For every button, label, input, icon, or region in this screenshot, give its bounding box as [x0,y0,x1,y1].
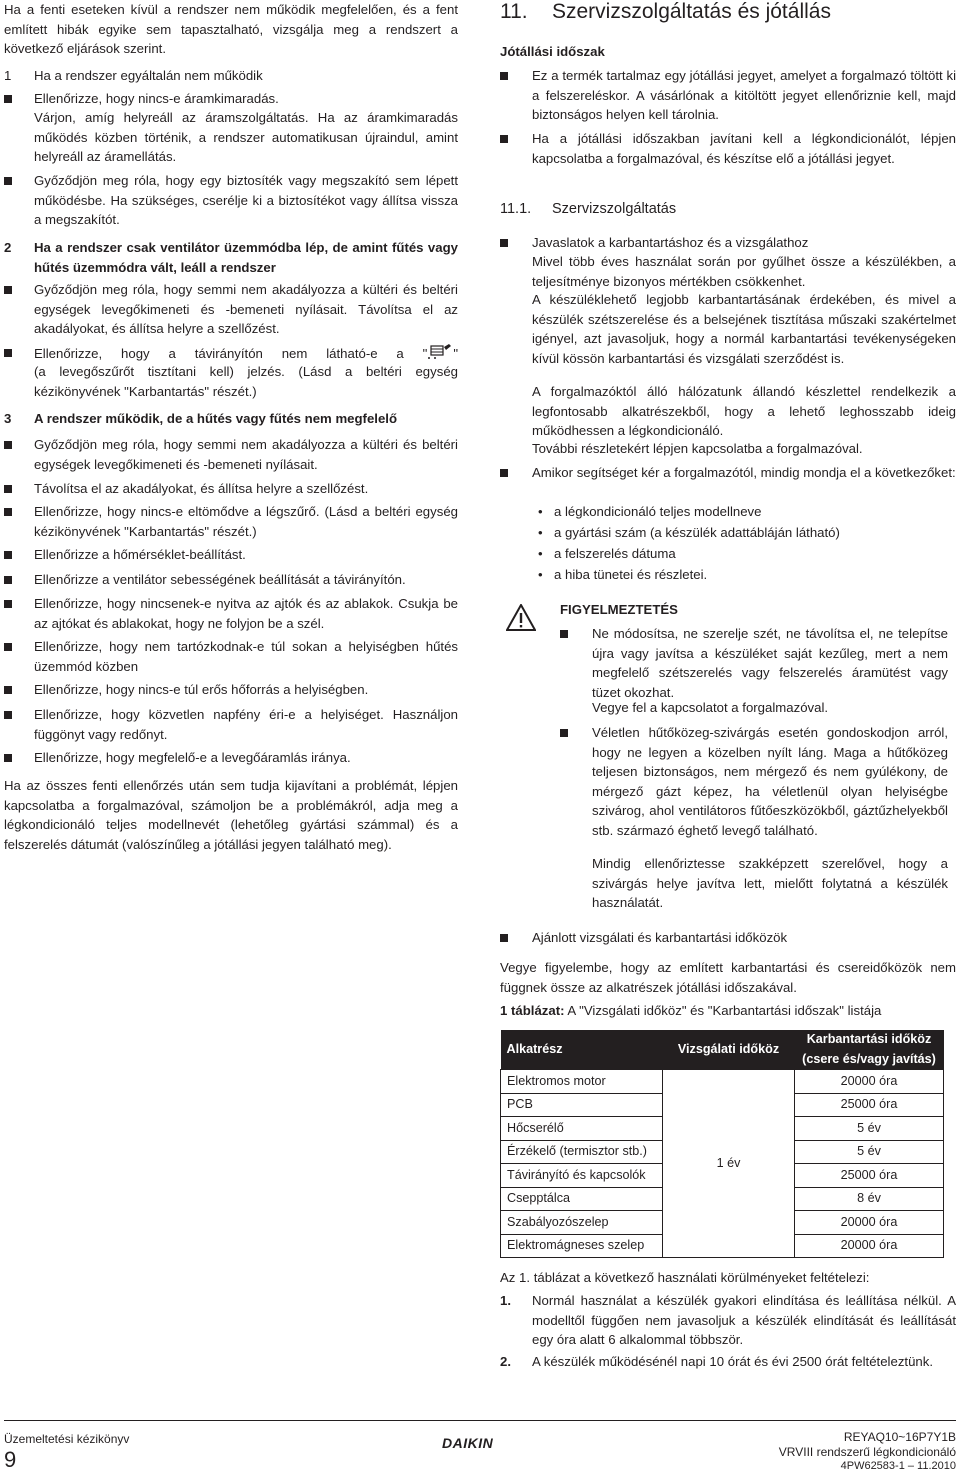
table-caption [500,1001,956,1021]
chapter-number: 11. [500,0,528,23]
cell-part: Szabályozószelep [501,1211,663,1235]
footer-system: VRVIII rendszerű légkondicionáló [778,1445,956,1459]
header-maintenance-line2: (csere és/vagy javítás) [802,1051,936,1066]
warning-title: FIGYELMEZTETÉS [560,602,678,617]
section-1-title: Ha a rendszer egyáltalán nem működik [34,68,263,83]
chapter-heading [500,0,831,24]
list-item-text [34,343,458,364]
list-item-text: Győződjön meg róla, hogy semmi nem akadályozza a kültéri és beltéri egységek levegőkimeneti és -bemeneti nyílásait. [34,437,458,472]
page-number: 9 [4,1447,17,1472]
cell-part: Csepptálca [501,1187,663,1211]
paragraph: Mindig ellenőriztesse szakképzett szerelővel, hogy a szivárgás helye javítva lett, mielőtt folytatná a készülék használatát. [592,856,948,910]
section-2-number: 2 [4,240,12,255]
bullet-square-icon [4,286,12,294]
bullet-square-icon [500,72,508,80]
info-list-item [532,523,956,544]
list-item-text: Várjon, amíg helyreáll az áramszolgáltatás. Ha az áramkimaradás működés közben történik, a rendszer automatikusan újraindul, amint helyreáll az áramellátás. [34,110,458,164]
section-2-title: Ha a rendszer csak ventilátor üzemmódba lép, de amint fűtés vagy hűtés üzemmódra vált, leáll a rendszer [34,240,458,275]
paragraph: Vegye figyelembe, hogy az említett karbantartási és csereidőközök nem függnek össze az alkatrészek jótállási időszakával. [500,960,956,995]
section-title: Szervizszolgáltatás [552,201,677,217]
cell-part: Érzékelő (termisztor stb.) [501,1140,663,1164]
cell-part: Elektromos motor [501,1070,663,1094]
footer-model: REYAQ10~16P7Y1B [843,1430,956,1444]
cell-part: PCB [501,1093,663,1117]
cell-part: Elektromágneses szelep [501,1234,663,1258]
header-maintenance-line1: Karbantartási időköz [806,1032,932,1046]
list-item-text: Ellenőrizze, hogy nincs-e eltömődve a légszűrő. (Lásd a beltéri egység kézikönyvének "Karbantartás" részét.) [34,504,458,539]
list-item-text: Ellenőrizze a hőmérséklet-beállítást. [34,547,246,562]
bullet-square-icon [4,508,12,516]
cell-maintenance: 20000 óra [795,1070,944,1094]
header-interval: Vizsgálati időköz [663,1030,795,1070]
bullet-dot-icon: • [538,525,543,540]
section-1-number: 1 [4,68,12,83]
section-heading [500,200,956,220]
info-list [532,502,956,586]
info-list-text: a légkondicionáló teljes modellneve [554,504,762,519]
list-item-text-part: " [453,346,458,361]
bullet-square-icon [4,349,12,357]
bullet-square-icon [4,600,12,608]
bullet-square-icon [4,754,12,762]
bullet-square-icon [500,469,508,477]
list-item-text: Távolítsa el az akadályokat, és állítsa helyre a szellőzést. [34,481,369,496]
list-item-text: Ellenőrizze, hogy közvetlen napfény éri-e a helyiséget. Használjon függönyt vagy redőnyt. [34,707,458,742]
item-text: A készülék működésénél napi 10 órát és évi 2500 órát feltételeztünk. [532,1354,934,1369]
footer-doc-number: 4PW62583-1 – 11.2010 [840,1460,956,1472]
item-number: 1. [500,1293,511,1308]
cell-maintenance: 8 év [795,1187,944,1211]
list-item-text: Javaslatok a karbantartáshoz és a vizsgálathoz [532,235,809,250]
cell-maintenance: 25000 óra [795,1093,944,1117]
bullet-square-icon [500,934,508,942]
bullet-square-icon [4,95,12,103]
info-list-item [532,565,956,586]
list-item-text: Ellenőrizze, hogy megfelelő-e a levegőáramlás iránya. [34,750,351,765]
cell-maintenance: 20000 óra [795,1234,944,1258]
maintenance-table [500,1030,944,1258]
list-item-text: Ellenőrizze, hogy nem tartózkodnak-e túl sokan a helyiségben hűtés üzemmód közben [34,639,458,674]
bullet-dot-icon: • [538,546,543,561]
list-item-text: Véletlen hűtőközeg-szivárgás esetén gondoskodjon arról, hogy ne legyen a közelben nyílt láng. Maga a hűtőközeg teljesen biztonságos, nem mérgező és nem gyúlékony, de mérgező gázt képez, ha véletlenül olyan helyiségbe szivárog, ahol ventilátoros fűtőeszközökből, gáztűzhelyekből stb. származó éghető levegő található. [592,725,948,838]
info-list-text: a gyártási szám (a készülék adattábláján látható) [554,525,840,540]
bullet-square-icon [4,643,12,651]
bullet-square-icon [4,711,12,719]
info-list-item [532,544,956,565]
list-item-text: Ellenőrizze a ventilátor sebességének beállítását a távirányítón. [34,572,406,587]
table-row [501,1070,944,1094]
list-item-text: Győződjön meg róla, hogy egy biztosíték vagy megszakító sem lépett működésbe. Ha szükséges, cserélje ki a biztosítékot vagy állítsa vissza a megszakítót. [34,173,458,227]
list-item-text: Ajánlott vizsgálati és karbantartási időközök [532,930,788,945]
table-caption-label: 1 táblázat: [500,1003,565,1018]
table-caption-text: A "Vizsgálati időköz" és "Karbantartási időszak" listája [564,1003,882,1018]
list-item-text: Győződjön meg róla, hogy semmi nem akadályozza a kültéri és beltéri egységek levegőkimeneti és -bemeneti nyílásait. Távolítsa el az akadályokat, és állítsa helyre a szellőzést. [34,282,458,336]
paragraph: A készüléklehető legjobb karbantartásának érdekében, és mivel a készülék szétszerelése és a belsejének tisztítása műszaki szakértelmet igényel, azt javasoljuk, hogy a normál karbantartási tevékenységeken kívül kössön karbantartási és vizsgálati szerződést is. [532,292,956,366]
bullet-dot-icon: • [538,567,543,582]
chapter-title: Szervizszolgáltatás és jótállás [552,0,831,23]
section-3-number: 3 [4,411,12,426]
list-item-text: Amikor segítséget kér a forgalmazótól, mindig mondja el a következőket: [532,465,956,480]
info-list-item [532,502,956,523]
bullet-square-icon [4,177,12,185]
info-list-text: a hiba tünetei és részletei. [554,567,708,582]
list-item-text: (a levegőszűrőt tisztítani kell) jelzés. (Lásd a beltéri egység kézikönyvének "Karbantartás" részét.) [34,364,458,399]
warning-triangle-icon [506,604,536,631]
cell-maintenance: 25000 óra [795,1164,944,1188]
bullet-square-icon [500,135,508,143]
header-maintenance [795,1030,944,1070]
bullet-square-icon [4,686,12,694]
table-header-row [501,1030,944,1070]
item-number: 2. [500,1354,511,1369]
cell-maintenance: 20000 óra [795,1211,944,1235]
header-part: Alkatrész [501,1030,663,1070]
item-text: Normál használat a készülék gyakori elindítása és leállítása nélkül. A modelltől függően nem javasoljuk a készülék elindítását és leállítását egy óra alatt 6 alkalommal többször. [532,1293,956,1347]
paragraph: Vegye fel a kapcsolatot a forgalmazóval. [592,700,829,715]
list-item-text: Ellenőrizze, hogy nincs-e túl erős hőforrás a helyiségben. [34,682,369,697]
list-item-text: Ellenőrizze, hogy nincsenek-e nyitva az ajtók és az ablakok. Csukja be az ajtókat és ablakokat, hogy ne folyjon be a szél. [34,596,458,631]
footer-divider [4,1420,956,1421]
bullet-square-icon [4,441,12,449]
list-item-text: Ez a termék tartalmaz egy jótállási jegyet, amelyet a forgalmazó töltött ki a felszereléskor. A vásárlónak a kitöltött jegyet ellenőriznie kell, majd biztonságos helyen kell tárolnia. [532,68,956,122]
brand-logo: DAIKIN [442,1435,494,1451]
bullet-square-icon [4,551,12,559]
cell-maintenance: 5 év [795,1117,944,1141]
cell-interval: 1 év [663,1070,795,1258]
bullet-square-icon [560,630,568,638]
bullet-square-icon [500,239,508,247]
bullet-square-icon [4,576,12,584]
bullet-square-icon [560,729,568,737]
bullet-square-icon [4,485,12,493]
paragraph: További részletekért lépjen kapcsolatba a forgalmazóval. [532,441,863,456]
list-item-text-part: Ellenőrizze, hogy a távirányítón nem látható-e a " [34,346,428,361]
warranty-subheading: Jótállási időszak [500,44,605,59]
list-item-text: Ellenőrizze, hogy nincs-e áramkimaradás. [34,91,279,106]
filter-sign-icon [427,343,453,359]
paragraph: Mivel több éves használat során por gyűlhet össze a készülékben, a teljesítménye bizonyos mértékben csökkenhet. [532,254,956,289]
bullet-dot-icon: • [538,504,543,519]
paragraph: Az 1. táblázat a következő használati körülményeket feltételezi: [500,1270,870,1285]
info-list-text: a felszerelés dátuma [554,546,676,561]
intro-text: Ha a fenti eseteken kívül a rendszer nem működik megfelelően, és a fent említett hibák egyike sem tapasztalható, vizsgálja meg a rendszert a következő eljárások szerint. [4,2,458,56]
section-number: 11.1. [500,201,532,217]
section-3-title: A rendszer működik, de a hűtés vagy fűtés nem megfelelő [34,411,398,426]
list-item-text: Ne módosítsa, ne szerelje szét, ne távolítsa el, ne telepítse újra vagy javítsa a készüléket saját kezűleg, mert a nem megfelelő szétszerelés vagy felszerelés áramütést vagy tüzet okozhat. [592,626,948,700]
closing-text: Ha az összes fenti ellenőrzés után sem tudja kijavítani a problémát, lépjen kapcsolatba a forgalmazóval, számoljon be a problémákról, adja meg a légkondicionáló teljes modellnevét (lehetőleg gyártási számmal) és a felszerelés dátumát (valószínűleg a jótállási jegyen található meg). [4,778,458,852]
cell-part: Távirányító és kapcsolók [501,1164,663,1188]
cell-maintenance: 5 év [795,1140,944,1164]
paragraph: A forgalmazóktól álló hálózatunk állandó készlettel rendelkezik a legfontosabb alkatrészekből, hogy a lehető leghosszabb ideig működhessen a légkondicionáló. [532,384,956,438]
list-item-text: Ha a jótállási időszakban javítani kell a légkondicionálót, lépjen kapcsolatba a forgalmazóval, és készítse elő a jótállási jegyet. [532,131,956,166]
footer-manual-title: Üzemeltetési kézikönyv [4,1432,130,1446]
cell-part: Hőcserélő [501,1117,663,1141]
